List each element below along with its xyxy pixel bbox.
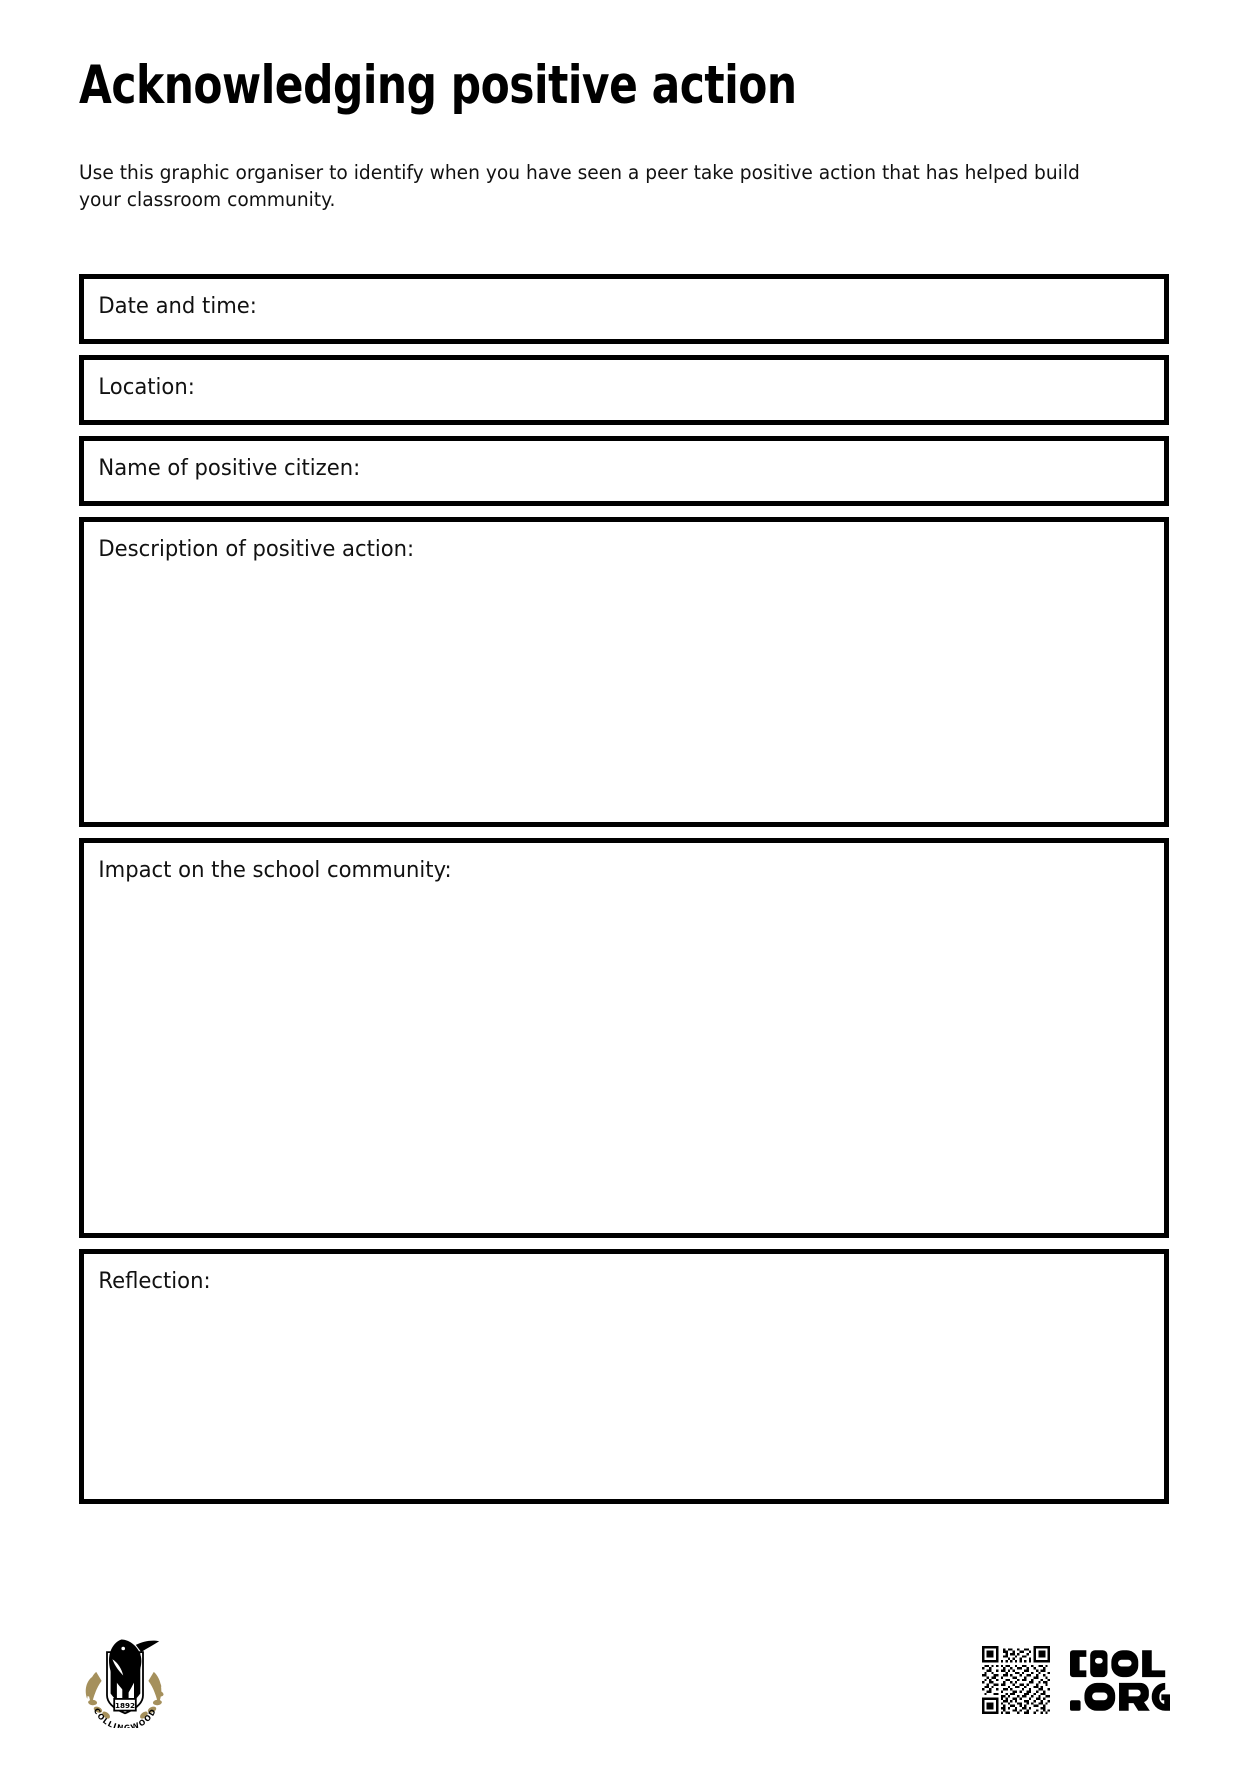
field-reflection[interactable] xyxy=(79,1249,1169,1504)
field-label-name-positive-citizen: Name of positive citizen: xyxy=(98,456,361,481)
cool-org-logo[interactable] xyxy=(1070,1644,1170,1716)
header-block xyxy=(79,0,1169,214)
field-label-description-of-positive-action: Description of positive action: xyxy=(98,537,415,562)
field-location[interactable] xyxy=(79,355,1169,425)
field-label-date-and-time: Date and time: xyxy=(98,294,257,319)
club-logo-wordmark: COLLINGWOOD xyxy=(91,1706,159,1728)
field-label-impact-on-school-community: Impact on the school community: xyxy=(98,858,452,883)
page-footer xyxy=(0,1620,1244,1774)
field-label-location: Location: xyxy=(98,375,195,400)
intro-paragraph: Use this graphic organiser to identify when you have seen a peer take positive action that has helped build your classroom community. xyxy=(79,160,1080,212)
collingwood-football-club-logo xyxy=(80,1632,170,1728)
field-label-reflection: Reflection: xyxy=(98,1269,211,1294)
field-impact-on-school-community[interactable] xyxy=(79,838,1169,1238)
form-fields-list xyxy=(79,274,1169,1515)
field-description-of-positive-action[interactable] xyxy=(79,517,1169,827)
qr-code[interactable] xyxy=(982,1646,1050,1714)
club-logo-year: 1892 xyxy=(114,1700,136,1710)
page-title: Acknowledging positive action xyxy=(79,55,797,116)
field-date-and-time[interactable] xyxy=(79,274,1169,344)
field-name-positive-citizen[interactable] xyxy=(79,436,1169,506)
